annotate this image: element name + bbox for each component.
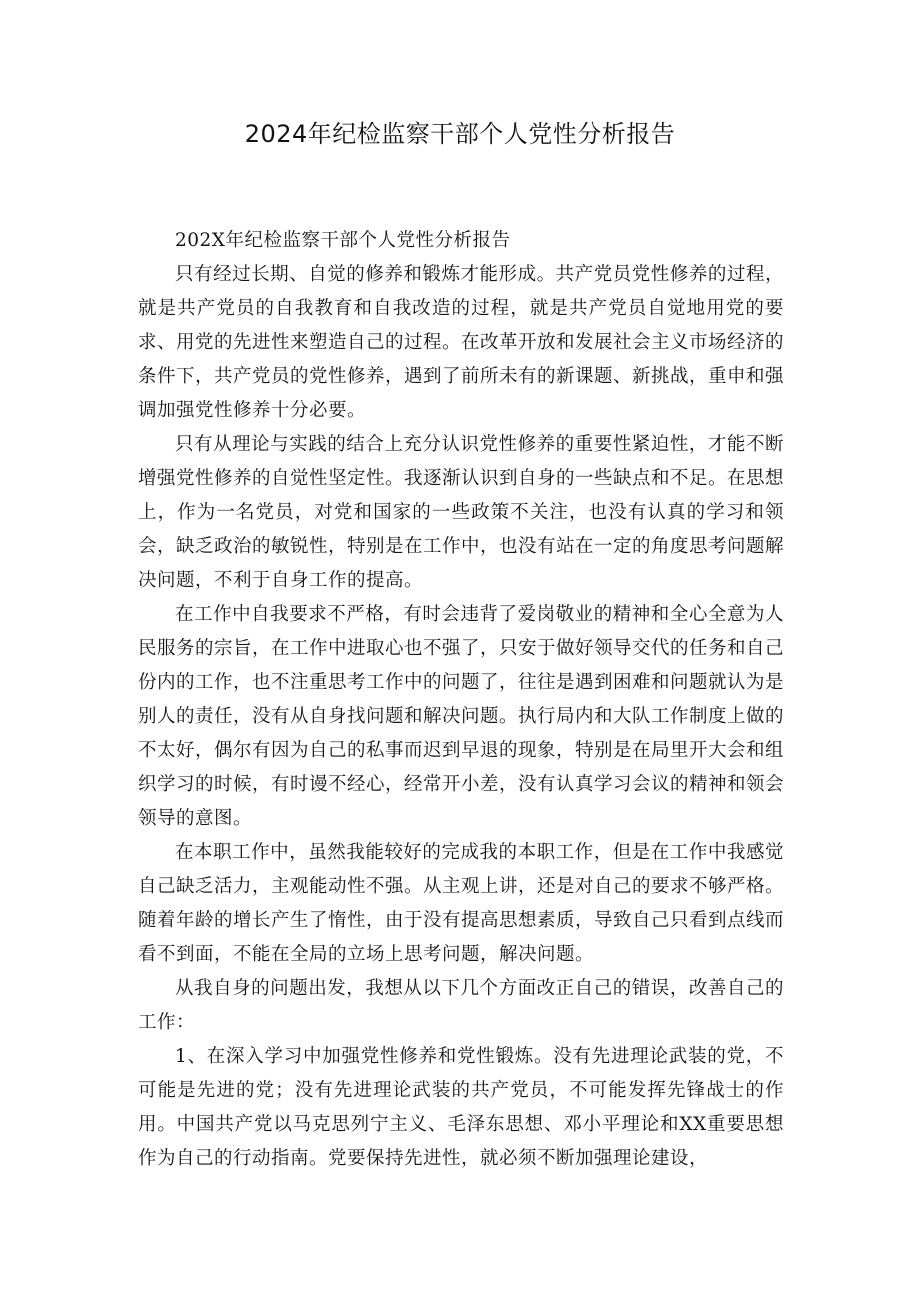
document-title: 2024年纪检监察干部个人党性分析报告 — [244, 120, 676, 148]
document-body — [138, 224, 784, 1176]
paragraph: 从我自身的问题出发，我想从以下几个方面改正自己的错误，改善自己的工作： — [138, 978, 784, 1033]
paragraph: 在工作中自我要求不严格，有时会违背了爱岗敬业的精神和全心全意为人民服务的宗旨，在工作中进取心也不强了，只安于做好领导交代的任务和自己份内的工作，也不注重思考工作中的问题了，往往是遇到困难和问题就认为是别人的责任，没有从自身找问题和解决问题。执行局内和大队工作制度上做的不太好，偶尔有因为自己的私事而迟到早退的现象，特别是在局里开大会和组织学习的时候，有时谩不经心，经常开小差，没有认真学习会议的精神和领会领导的意图。 — [138, 604, 785, 829]
paragraph: 只有从理论与实践的结合上充分认识党性修养的重要性紧迫性，才能不断增强党性修养的自觉性坚定性。我逐渐认识到自身的一些缺点和不足。在思想上，作为一名党员，对党和国家的一些政策不关注，也没有认真的学习和领会，缺乏政治的敏锐性，特别是在工作中，也没有站在一定的角度思考问题解决问题，不利于自身工作的提高。 — [138, 434, 785, 591]
paragraph-subtitle: 202X年纪检监察干部个人党性分析报告 — [175, 230, 511, 251]
paragraph: 只有经过长期、自觉的修养和锻炼才能形成。共产党员党性修养的过程，就是共产党员的自我教育和自我改造的过程，就是共产党员自觉地用党的要求、用党的先进性来塑造自己的过程。在改革开放和发展社会主义市场经济的条件下，共产党员的党性修养，遇到了前所未有的新课题、新挑战，重申和强调加强党性修养十分必要。 — [138, 264, 785, 421]
paragraph: 1、在深入学习中加强党性修养和党性锻炼。没有先进理论武装的党，不可能是先进的党；没有先进理论武装的共产党员，不可能发挥先锋战士的作用。中国共产党以马克思列宁主义、毛泽东思想、邓小平理论和XX重要思想作为自己的行动指南。党要保持先进性，就必须不断加强理论建设， — [138, 1046, 784, 1169]
paragraph: 在本职工作中，虽然我能较好的完成我的本职工作，但是在工作中我感觉自己缺乏活力，主观能动性不强。从主观上讲，还是对自己的要求不够严格。随着年龄的增长产生了惰性，由于没有提高思想素质，导致自己只看到点线而看不到面，不能在全局的立场上思考问题，解决问题。 — [138, 842, 785, 965]
